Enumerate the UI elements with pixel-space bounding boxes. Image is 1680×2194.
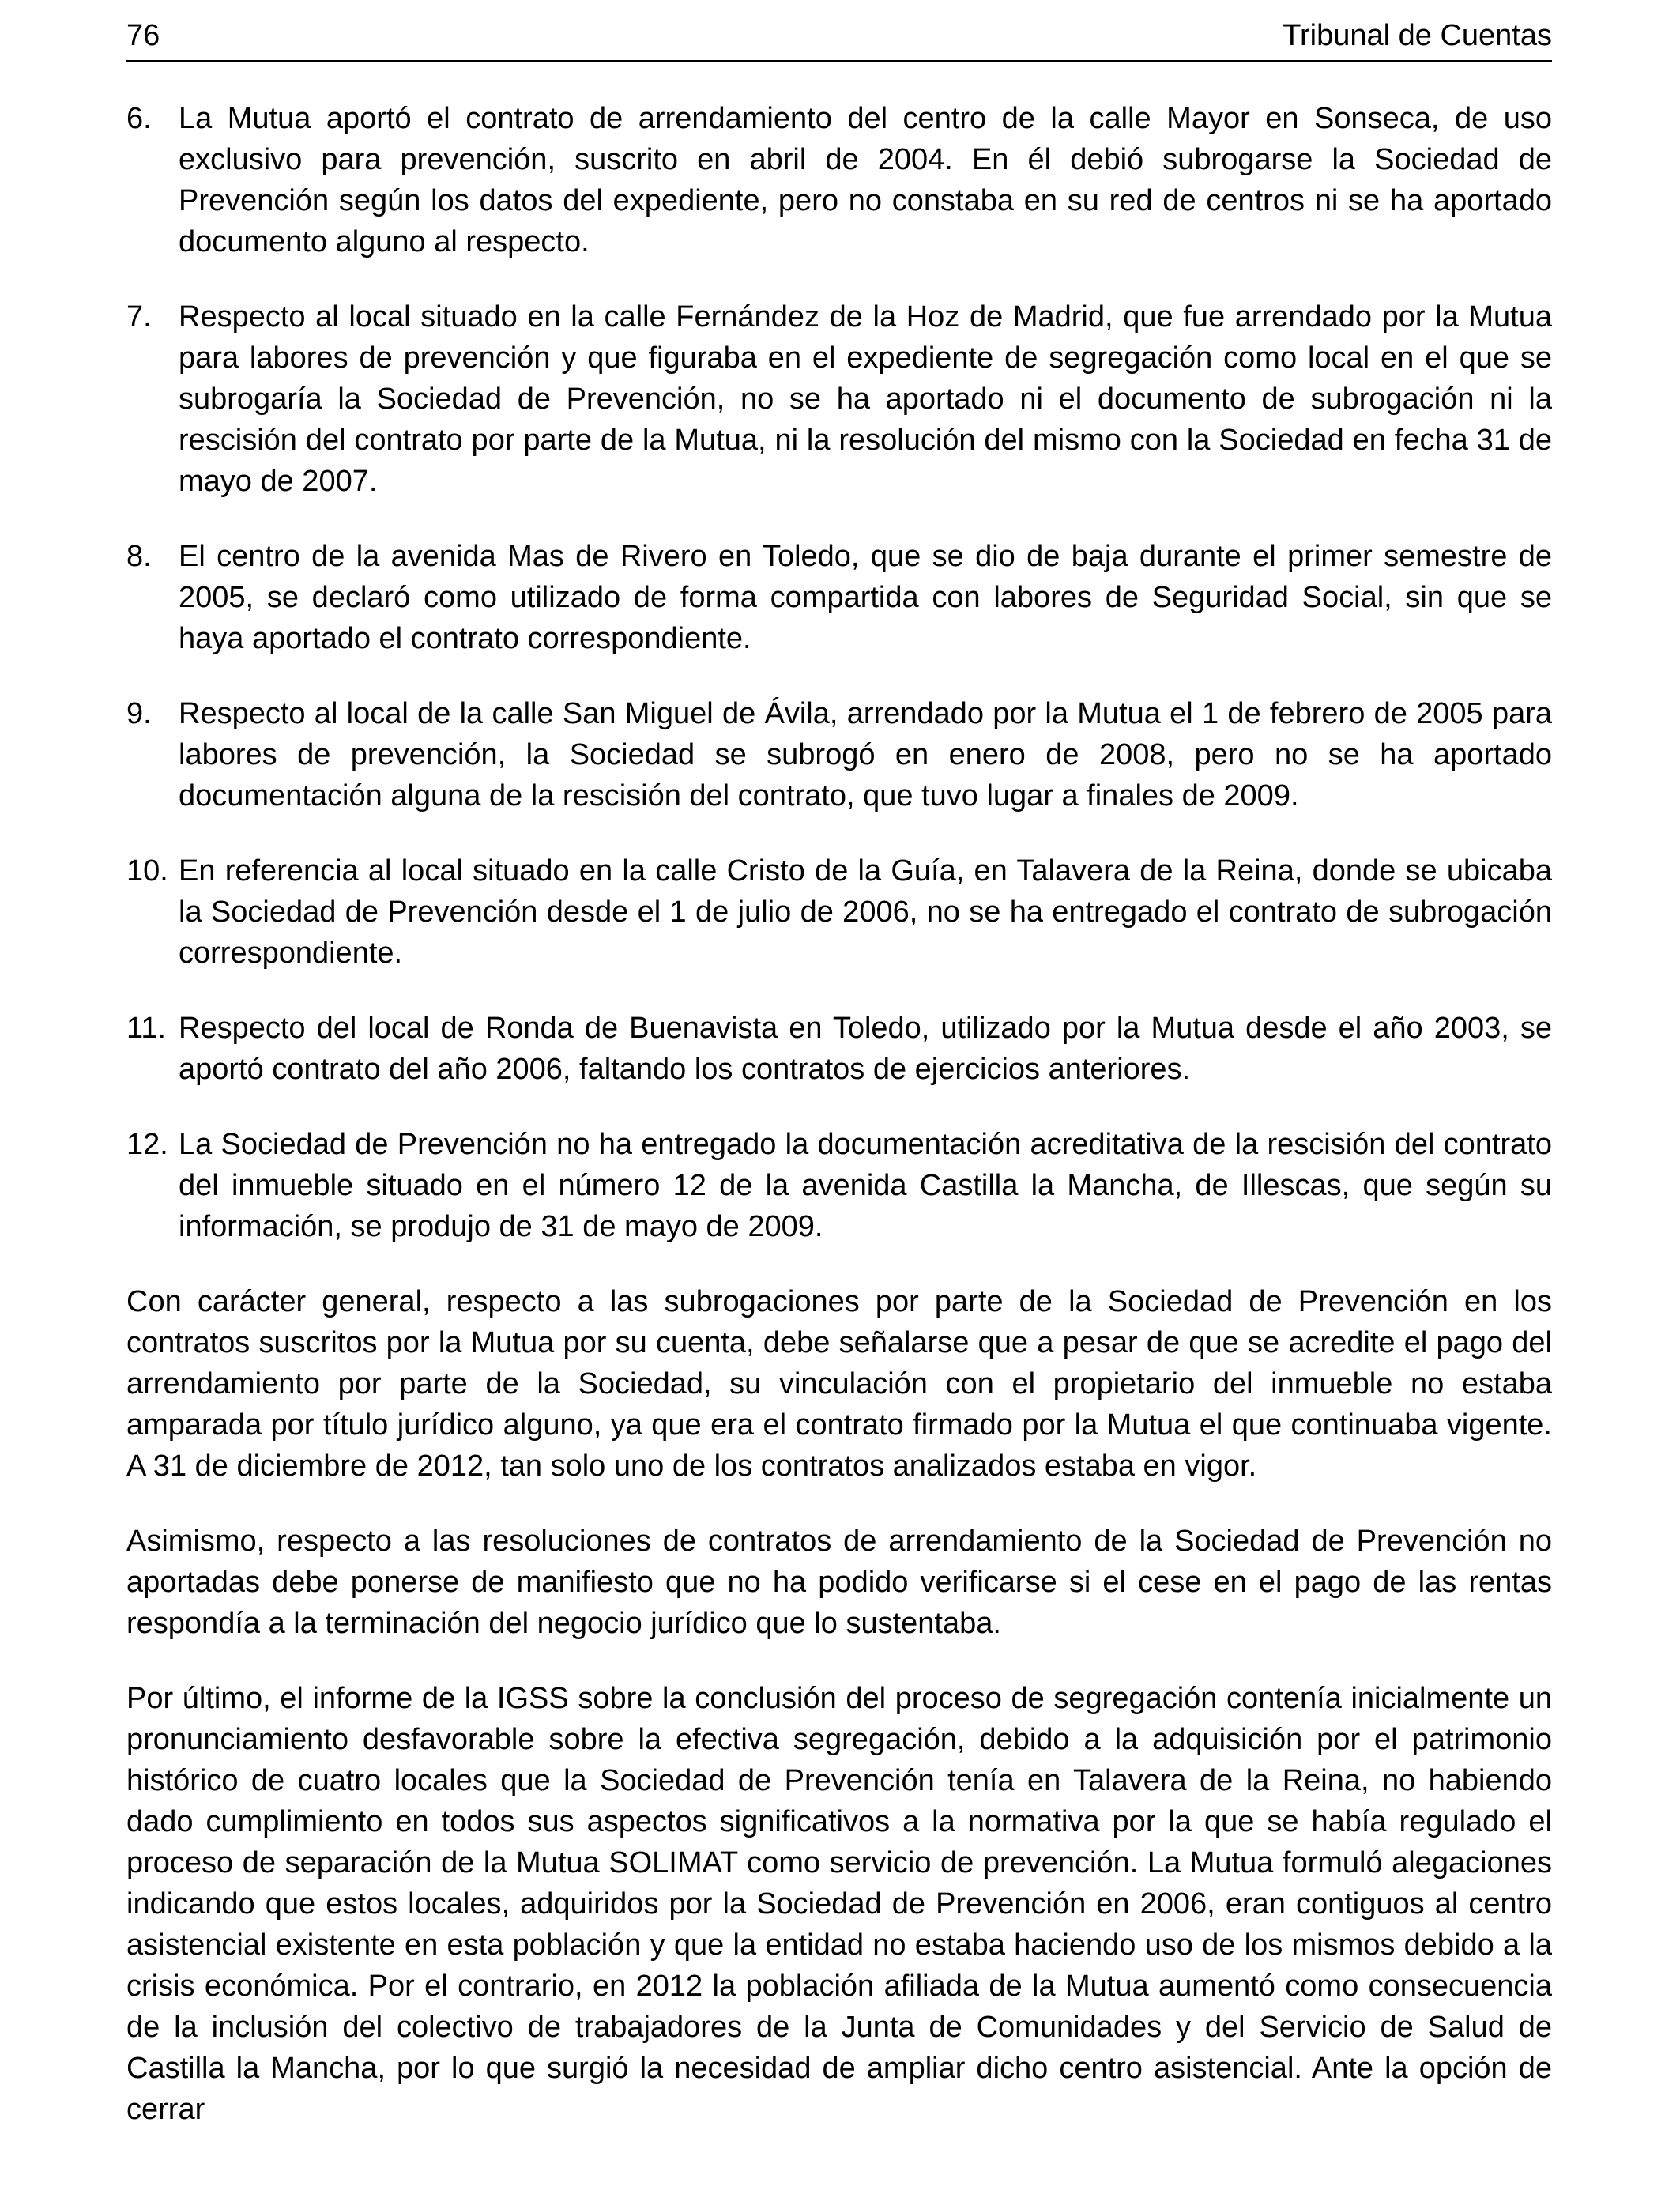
list-item — [126, 850, 1552, 974]
running-title: Tribunal de Cuentas — [1283, 19, 1552, 52]
list-item-number: 6. — [126, 102, 152, 135]
list-item — [126, 536, 1552, 659]
document-body — [126, 98, 1552, 2130]
list-item — [126, 693, 1552, 816]
list-item — [126, 1008, 1552, 1090]
list-item-text: El centro de la avenida Mas de Rivero en Toledo, que se dio de baja durante el primer semestre de 2005, se declaró como utilizado de forma compartida con labores de Seguridad Social, sin que se haya aportado el contrato correspondiente. — [179, 540, 1552, 655]
list-item-text: La Mutua aportó el contrato de arrendamiento del centro de la calle Mayor en Sonseca, de uso exclusivo para prevención, suscrito en abril de 2004. En él debió subrogarse la Sociedad de Prevención según los datos del expediente, pero no constaba en su red de centros ni se ha aportado documento alguno al respecto. — [179, 102, 1552, 258]
list-item-text: En referencia al local situado en la calle Cristo de la Guía, en Talavera de la Reina, donde se ubicaba la Sociedad de Prevención desde el 1 de julio de 2006, no se ha entregado el contrato de subrogación correspondiente. — [179, 854, 1552, 970]
list-item — [126, 98, 1552, 262]
list-item-text: Respecto al local situado en la calle Fernández de la Hoz de Madrid, que fue arrendado por la Mutua para labores de prevención y que figuraba en el expediente de segregación como local en el que se subrogaría la Sociedad de Prevención, no se ha aportado ni el documento de subrogación ni la rescisión del contrato por parte de la Mutua, ni la resolución del mismo con la Sociedad en fecha 31 de mayo de 2007. — [179, 300, 1552, 498]
paragraph: Asimismo, respecto a las resoluciones de contratos de arrendamiento de la Sociedad de Prevención no aportadas debe ponerse de manifiesto que no ha podido verificarse si el cese en el pago de las rentas respondía a la terminación del negocio jurídico que lo sustentaba. — [126, 1525, 1552, 1640]
list-item-number: 9. — [126, 697, 152, 730]
paragraph: Por último, el informe de la IGSS sobre la conclusión del proceso de segregación contenía inicialmente un pronunciamiento desfavorable sobre la efectiva segregación, debido a la adquisición por el patrimonio histórico de cuatro locales que la Sociedad de Prevención tenía en Talavera de la Reina, no habiendo dado cumplimiento en todos sus aspectos significativos a la normativa por la que se había regulado el proceso de separación de la Mutua SOLIMAT como servicio de prevención. La Mutua formuló alegaciones indicando que estos locales, adquiridos por la Sociedad de Prevención en 2006, eran contiguos al centro asistencial existente en esta población y que la entidad no estaba haciendo uso de los mismos debido a la crisis económica. Por el contrario, en 2012 la población afiliada de la Mutua aumentó como consecuencia de la inclusión del colectivo de trabajadores de la Junta de Comunidades y del Servicio de Salud de Castilla la Mancha, por lo que surgió la necesidad de ampliar dicho centro asistencial. Ante la opción de cerrar — [126, 1682, 1552, 2126]
list-item-number: 7. — [126, 300, 152, 334]
list-item-text: La Sociedad de Prevención no ha entregado la documentación acreditativa de la rescisión del contrato del inmueble situado en el número 12 de la avenida Castilla la Mancha, de Illescas, que según su información, se produjo de 31 de mayo de 2009. — [179, 1128, 1552, 1243]
page-number: 76 — [126, 19, 160, 52]
list-item-number: 11. — [126, 1012, 167, 1045]
list-item-number: 10. — [126, 854, 168, 888]
list-item-text: Respecto del local de Ronda de Buenavista en Toledo, utilizado por la Mutua desde el año 2003, se aportó contrato del año 2006, faltando los contratos de ejercicios anteriores. — [179, 1012, 1552, 1086]
list-item — [126, 296, 1552, 502]
list-item-text: Respecto al local de la calle San Miguel de Ávila, arrendado por la Mutua el 1 de febrero de 2005 para labores de prevención, la Sociedad se subrogó en enero de 2008, pero no se ha aportado documentación alguna de la rescisión del contrato, que tuvo lugar a finales de 2009. — [179, 697, 1552, 812]
list-item-number: 12. — [126, 1128, 168, 1161]
page-header — [126, 14, 1552, 62]
document-page — [126, 0, 1552, 2194]
paragraph: Con carácter general, respecto a las subrogaciones por parte de la Sociedad de Prevención en los contratos suscritos por la Mutua por su cuenta, debe señalarse que a pesar de que se acredite el pago del arrendamiento por parte de la Sociedad, su vinculación con el propietario del inmueble no estaba amparada por título jurídico alguno, ya que era el contrato firmado por la Mutua el que continuaba vigente. A 31 de diciembre de 2012, tan solo uno de los contratos analizados estaba en vigor. — [126, 1285, 1552, 1483]
list-item — [126, 1124, 1552, 1247]
list-item-number: 8. — [126, 540, 152, 573]
